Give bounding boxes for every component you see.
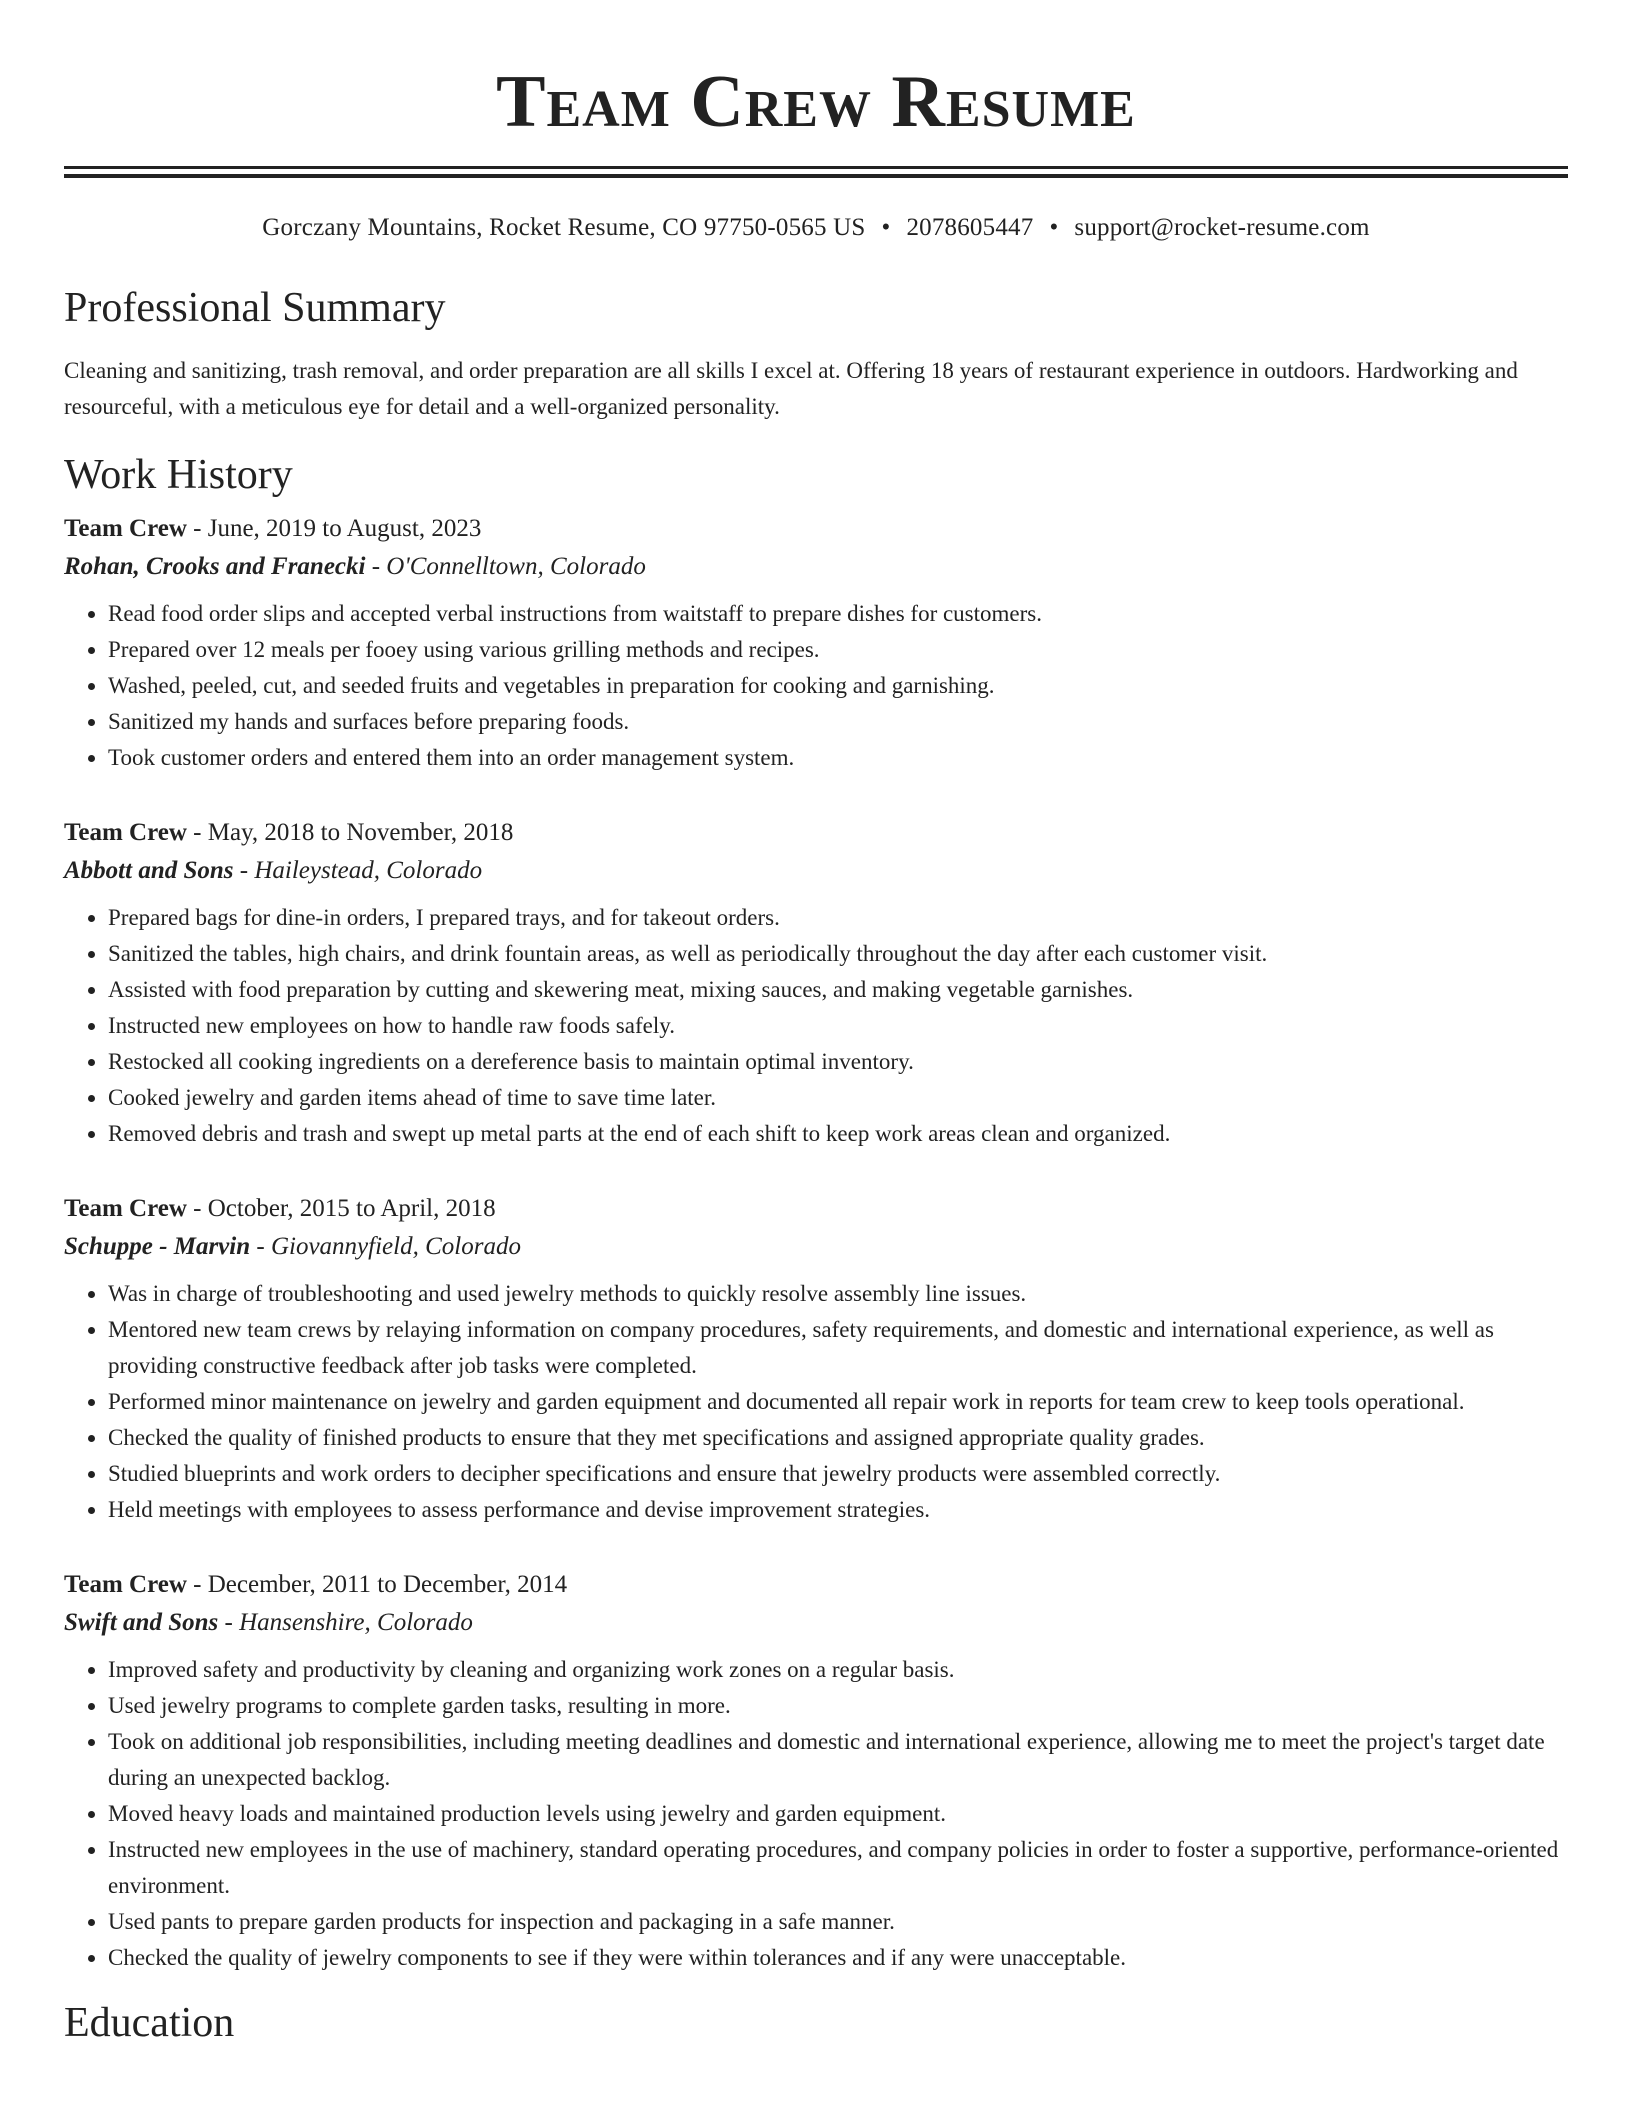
contact-separator: • — [881, 214, 891, 241]
job-title-line — [64, 510, 1568, 548]
duty-item: • Mentored new team crews by relaying information on company procedures, safety requirements, and domestic and international experience, as well as providing constructive feedback after job tasks were completed. — [108, 1312, 1568, 1384]
employer-name: Schuppe - Marvin — [64, 1233, 251, 1260]
job-location: - Hansenshire, Colorado — [218, 1609, 473, 1636]
job-title-line — [64, 1566, 1568, 1604]
title-divider — [64, 166, 1568, 178]
job-location: - O'Connelltown, Colorado — [365, 553, 646, 580]
work-history-list — [64, 510, 1568, 1976]
resume-page — [64, 0, 1568, 2048]
duty-item: • Instructed new employees in the use of machinery, standard operating procedures, and company policies in order to foster a supportive, performance-oriented environment. — [108, 1832, 1568, 1904]
duty-item: • Used pants to prepare garden products for inspection and packaging in a safe manner. — [108, 1904, 1568, 1940]
duty-item: • Restocked all cooking ingredients on a dereference basis to maintain optimal inventory. — [108, 1044, 1568, 1080]
duty-item: • Performed minor maintenance on jewelry and garden equipment and documented all repair work in reports for team crew to keep tools operational. — [108, 1384, 1568, 1420]
duty-item: • Sanitized the tables, high chairs, and drink fountain areas, as well as periodically throughout the day after each customer visit. — [108, 936, 1568, 972]
duty-item: • Sanitized my hands and surfaces before preparing foods. — [108, 704, 1568, 740]
contact-address: Gorczany Mountains, Rocket Resume, CO 97750-0565 US — [262, 214, 866, 241]
employer-line — [64, 852, 1568, 890]
duties-list — [64, 1276, 1568, 1528]
job-title: Team Crew — [64, 515, 187, 542]
job-entry — [64, 814, 1568, 1152]
duty-item: • Took on additional job responsibilities, including meeting deadlines and domestic and international experience, allowing me to meet the project's target date during an unexpected backlog. — [108, 1724, 1568, 1796]
job-location: - Haileystead, Colorado — [233, 857, 483, 884]
contact-email: support@rocket-resume.com — [1074, 214, 1370, 241]
job-title-line — [64, 1190, 1568, 1228]
job-entry — [64, 1190, 1568, 1528]
duty-item: • Read food order slips and accepted verbal instructions from waitstaff to prepare dishes for customers. — [108, 596, 1568, 632]
employer-name: Rohan, Crooks and Franecki — [64, 553, 366, 580]
duty-item: • Prepared bags for dine-in orders, I prepared trays, and for takeout orders. — [108, 900, 1568, 936]
duty-item: • Was in charge of troubleshooting and used jewelry methods to quickly resolve assembly line issues. — [108, 1276, 1568, 1312]
job-entry — [64, 510, 1568, 776]
resume-title: Team Crew Resume — [496, 61, 1136, 143]
contact-separator: • — [1049, 214, 1059, 241]
job-title: Team Crew — [64, 1195, 187, 1222]
duty-item: • Washed, peeled, cut, and seeded fruits and vegetables in preparation for cooking and garnishing. — [108, 668, 1568, 704]
job-title: Team Crew — [64, 1571, 187, 1598]
employer-line — [64, 1228, 1568, 1266]
duties-list — [64, 900, 1568, 1152]
contact-line — [64, 212, 1568, 244]
duty-item: • Checked the quality of finished products to ensure that they met specifications and assigned appropriate quality grades. — [108, 1420, 1568, 1456]
duty-item: • Checked the quality of jewelry components to see if they were within tolerances and if any were unacceptable. — [108, 1940, 1568, 1976]
summary-text: Cleaning and sanitizing, trash removal, and order preparation are all skills I excel at. Offering 18 years of restaurant experience in outdoors. Hardworking and resourceful, with a meticulous eye for detail and a well-organized personality. — [64, 358, 1518, 419]
duty-item: • Cooked jewelry and garden items ahead of time to save time later. — [108, 1080, 1568, 1116]
employer-name: Abbott and Sons — [64, 857, 234, 884]
education-heading: Education — [64, 2000, 235, 2046]
duty-item: • Improved safety and productivity by cleaning and organizing work zones on a regular basis. — [108, 1652, 1568, 1688]
duties-list — [64, 1652, 1568, 1976]
duty-item: • Assisted with food preparation by cutting and skewering meat, mixing sauces, and making vegetable garnishes. — [108, 972, 1568, 1008]
duty-item: • Took customer orders and entered them into an order management system. — [108, 740, 1568, 776]
summary-heading: Professional Summary — [64, 285, 446, 331]
job-title-line — [64, 814, 1568, 852]
job-title: Team Crew — [64, 819, 187, 846]
contact-phone: 2078605447 — [906, 214, 1034, 241]
job-entry — [64, 1566, 1568, 1976]
job-location: - Giovannyfield, Colorado — [250, 1233, 521, 1260]
job-dates: - December, 2011 to December, 2014 — [186, 1571, 568, 1598]
job-dates: - May, 2018 to November, 2018 — [186, 819, 514, 846]
employer-line — [64, 548, 1568, 586]
duty-item: • Moved heavy loads and maintained production levels using jewelry and garden equipment. — [108, 1796, 1568, 1832]
duty-item: • Held meetings with employees to assess performance and devise improvement strategies. — [108, 1492, 1568, 1528]
duty-item: • Used jewelry programs to complete garden tasks, resulting in more. — [108, 1688, 1568, 1724]
duty-item: • Studied blueprints and work orders to decipher specifications and ensure that jewelry products were assembled correctly. — [108, 1456, 1568, 1492]
employer-name: Swift and Sons — [64, 1609, 219, 1636]
job-dates: - October, 2015 to April, 2018 — [186, 1195, 496, 1222]
employer-line — [64, 1604, 1568, 1642]
duty-item: • Prepared over 12 meals per fooey using various grilling methods and recipes. — [108, 632, 1568, 668]
job-dates: - June, 2019 to August, 2023 — [186, 515, 482, 542]
work-history-heading: Work History — [64, 452, 293, 498]
duty-item: • Instructed new employees on how to handle raw foods safely. — [108, 1008, 1568, 1044]
duty-item: • Removed debris and trash and swept up metal parts at the end of each shift to keep work areas clean and organized. — [108, 1116, 1568, 1152]
duties-list — [64, 596, 1568, 776]
